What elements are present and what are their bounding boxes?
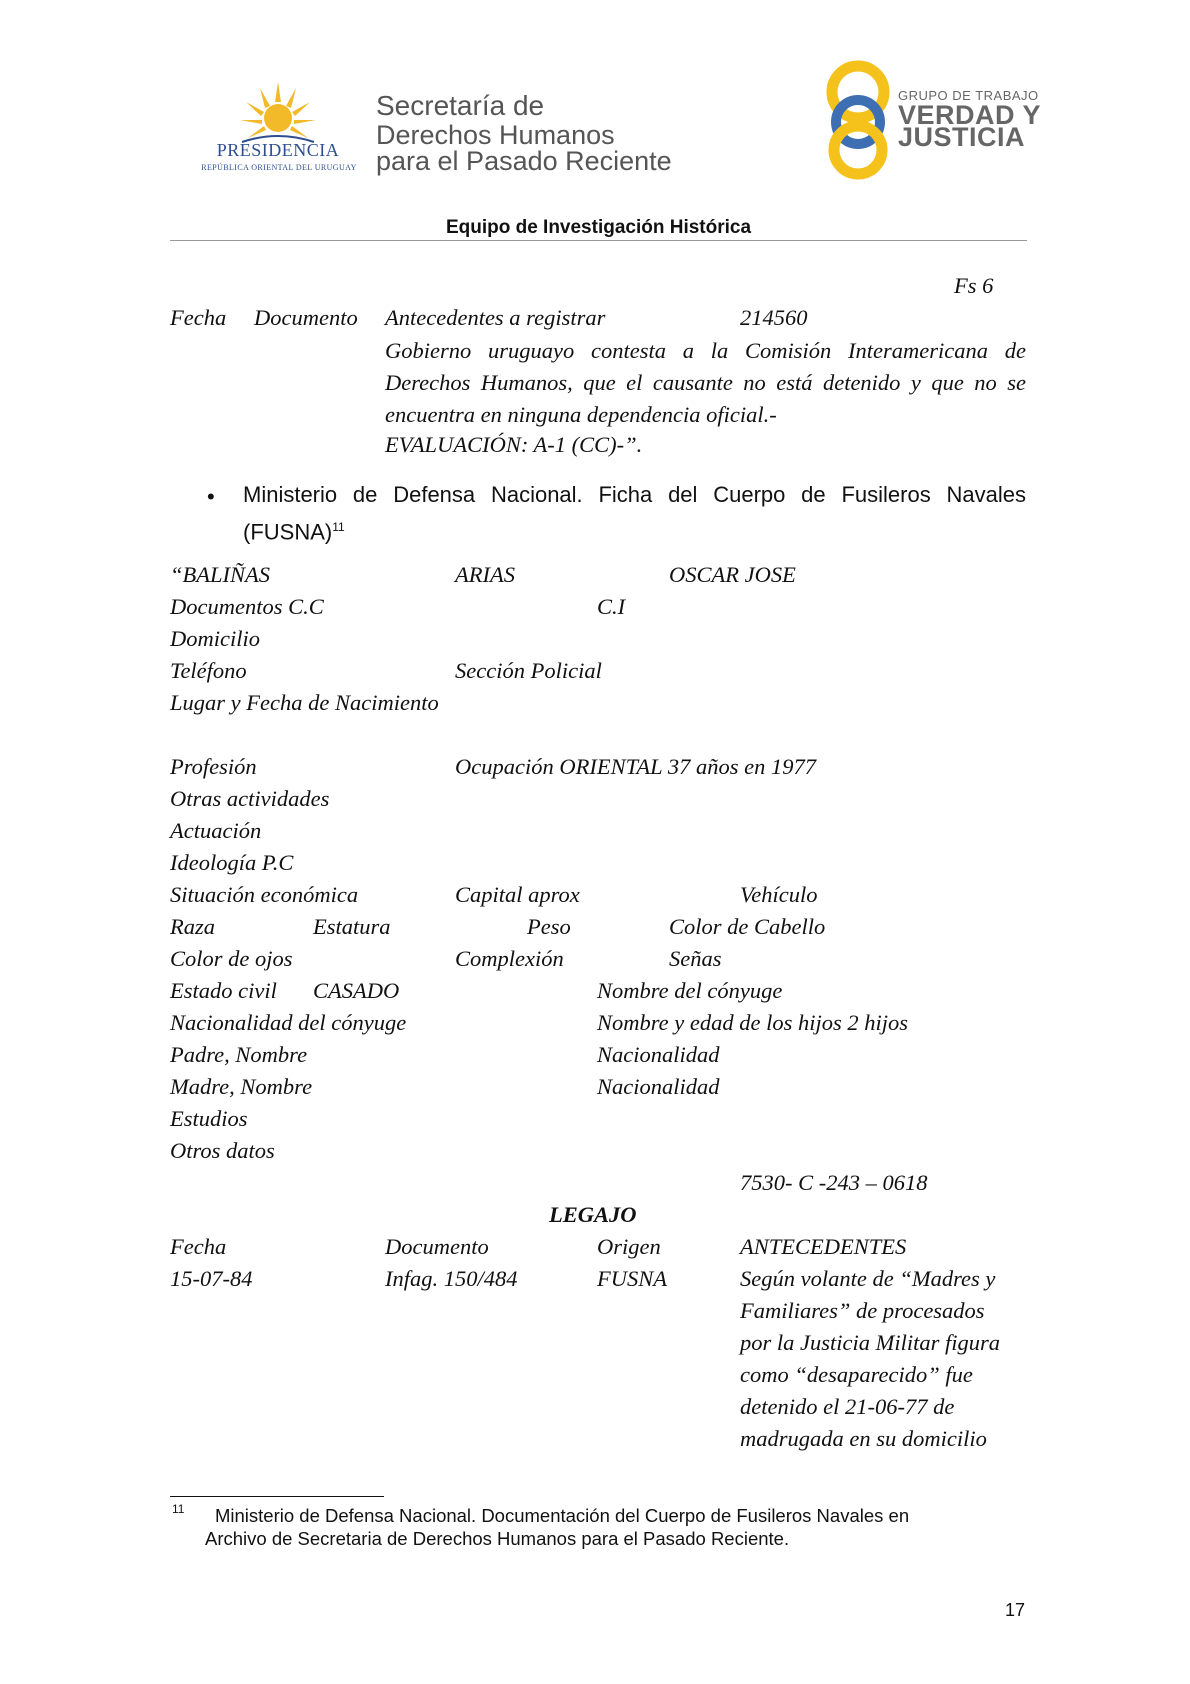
header-divider	[170, 240, 1027, 241]
legajo-header-documento: Documento	[385, 1234, 489, 1259]
ficha-situacion: Situación económica	[170, 882, 359, 907]
registro-number: 214560	[740, 305, 808, 330]
ficha-nombres: OSCAR JOSE	[669, 562, 796, 587]
grupo-trabajo-label: GRUPO DE TRABAJO	[898, 88, 1039, 103]
justicia-label: JUSTICIA	[898, 122, 1026, 152]
secretaria-line-2: Derechos Humanos	[376, 120, 615, 150]
ficha-hijos: Nombre y edad de los hijos 2 hijos	[597, 1010, 909, 1035]
ficha-domicilio: Domicilio	[170, 626, 260, 651]
ficha-codigo: 7530- C -243 – 0618	[740, 1170, 928, 1195]
ficha-estado: Estado civil	[170, 978, 277, 1003]
folio-label: Fs 6	[954, 273, 994, 298]
ficha-estudios: Estudios	[170, 1106, 248, 1131]
legajo-row-antecedentes-3: por la Justicia Militar figura	[740, 1330, 1001, 1355]
ficha-apellido2: ARIAS	[455, 562, 515, 587]
ficha-estatura: Estatura	[313, 914, 391, 939]
ficha-casado: CASADO	[313, 978, 400, 1003]
ficha-apellido1: “BALIÑAS	[170, 562, 271, 587]
antecedentes-label: Antecedentes a registrar	[385, 305, 606, 330]
ficha-vehiculo: Vehículo	[740, 882, 818, 907]
ficha-ideologia: Ideología P.C	[170, 850, 294, 875]
legajo-row-antecedentes-6: madrugada en su domicilio	[740, 1426, 987, 1451]
legajo-row-antecedentes-1: Según volante de “Madres y	[740, 1266, 996, 1291]
ficha-telefono: Teléfono	[170, 658, 247, 683]
bullet-text: Ministerio de Defensa Nacional. Ficha del Cuerpo de Fusileros Navales (FUSNA)	[243, 482, 1026, 545]
ficha-cabello: Color de Cabello	[669, 914, 826, 939]
legajo-row-documento: Infag. 150/484	[385, 1266, 518, 1291]
legajo-row-antecedentes-2: Familiares” de procesados	[740, 1298, 985, 1323]
page-number: 17	[1005, 1600, 1026, 1620]
ficha-nac-conyuge: Nacionalidad del cónyuge	[170, 1010, 407, 1035]
legajo-row-origen: FUSNA	[597, 1266, 667, 1291]
footnote-separator	[170, 1496, 384, 1497]
ficha-padre: Padre, Nombre	[170, 1042, 308, 1067]
ficha-documentos: Documentos C.C	[170, 594, 324, 619]
ficha-nac-padre: Nacionalidad	[597, 1042, 720, 1067]
fecha-label: Fecha	[170, 305, 227, 330]
bullet-item	[243, 479, 1026, 548]
ficha-lugar: Lugar y Fecha de Nacimiento	[170, 690, 439, 715]
verdad-label: VERDAD Y	[898, 100, 1042, 130]
ficha-raza: Raza	[170, 914, 215, 939]
ficha-conyuge: Nombre del cónyuge	[597, 978, 783, 1003]
secretaria-line-1: Secretaría de	[376, 90, 545, 121]
secretaria-line-3: para el Pasado Reciente	[376, 146, 672, 176]
legajo-title: LEGAJO	[549, 1202, 637, 1227]
ficha-peso: Peso	[527, 914, 571, 939]
ficha-seccion: Sección Policial	[455, 658, 602, 683]
footnote-ref[interactable]: 11	[332, 520, 345, 534]
presidencia-logo-text: PRESIDENCIA	[216, 140, 340, 160]
ficha-capital: Capital aprox	[455, 882, 580, 907]
ficha-senas: Señas	[669, 946, 722, 971]
ficha-complexion: Complexión	[455, 946, 564, 971]
evaluacion-line: EVALUACIÓN: A-1 (CC)-”.	[385, 432, 643, 457]
ficha-profesion: Profesión	[170, 754, 257, 779]
ficha-otros: Otros datos	[170, 1138, 275, 1163]
sun-emblem-icon	[238, 80, 318, 146]
antecedentes-paragraph: Gobierno uruguayo contesta a la Comisión Interamericana de Derechos Humanos, que el causante no está detenido y que no se encuentra en ninguna dependencia oficial.-	[385, 338, 1026, 427]
ficha-ocupacion: Ocupación ORIENTAL 37 años en 1977	[455, 754, 817, 779]
legajo-row-fecha: 15-07-84	[170, 1266, 253, 1291]
legajo-header-antecedentes: ANTECEDENTES	[740, 1234, 907, 1259]
presidencia-subtitle: REPÚBLICA ORIENTAL DEL URUGUAY	[201, 163, 357, 172]
ficha-madre: Madre, Nombre	[170, 1074, 313, 1099]
documento-label: Documento	[254, 305, 358, 330]
footnote-line-2: Archivo de Secretaria de Derechos Humanos para el Pasado Reciente.	[205, 1528, 790, 1549]
legajo-row-antecedentes-4: como “desaparecido” fue	[740, 1362, 973, 1387]
footnote-number: 11	[172, 1502, 185, 1516]
team-heading: Equipo de Investigación Histórica	[445, 217, 752, 238]
bullet-marker: •	[207, 484, 215, 509]
legajo-row-antecedentes-5: detenido el 21-06-77 de	[740, 1394, 955, 1419]
legajo-header-fecha: Fecha	[170, 1234, 227, 1259]
ficha-ci: C.I	[597, 594, 626, 619]
footnote-line-1: Ministerio de Defensa Nacional. Documentación del Cuerpo de Fusileros Navales en	[215, 1505, 910, 1526]
ficha-otras: Otras actividades	[170, 786, 330, 811]
ficha-nac-madre: Nacionalidad	[597, 1074, 720, 1099]
ficha-actuacion: Actuación	[170, 818, 262, 843]
ficha-ojos: Color de ojos	[170, 946, 293, 971]
legajo-header-origen: Origen	[597, 1234, 661, 1259]
